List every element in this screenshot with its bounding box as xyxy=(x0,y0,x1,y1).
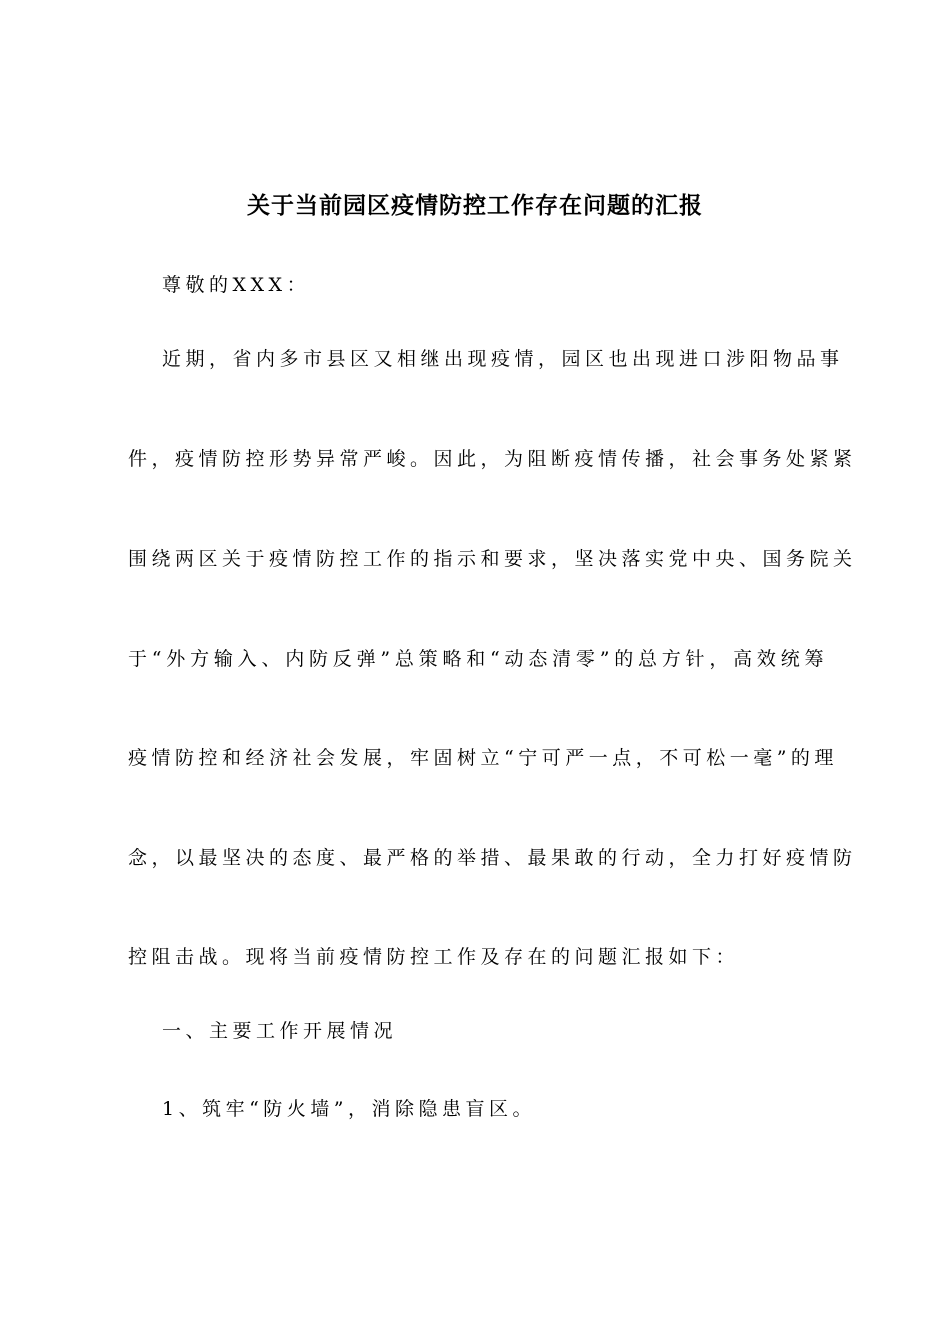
paragraph-line-3: 围绕两区关于疫情防控工作的指示和要求，坚决落实党中央、国务院关 xyxy=(128,548,857,570)
paragraph-line-4: 于“外方输入、内防反弹”总策略和“动态清零”的总方针，高效统筹 xyxy=(128,648,828,670)
salutation: 尊敬的XXX： xyxy=(162,274,311,296)
paragraph-line-1: 近期，省内多市县区又相继出现疫情，园区也出现进口涉阳物品事 xyxy=(162,348,844,370)
document-title: 关于当前园区疫情防控工作存在问题的汇报 xyxy=(247,192,703,219)
subsection-heading: 1、筑牢“防火墙”，消除隐患盲区。 xyxy=(162,1098,537,1120)
paragraph-line-6: 念，以最坚决的态度、最严格的举措、最果敢的行动，全力打好疫情防 xyxy=(128,847,857,869)
section-heading: 一、主要工作开展情况 xyxy=(162,1020,398,1042)
paragraph-line-7: 控阻击战。现将当前疫情防控工作及存在的问题汇报如下： xyxy=(128,946,740,968)
paragraph-line-2: 件，疫情防控形势异常严峻。因此，为阻断疫情传播，社会事务处紧紧 xyxy=(128,448,857,470)
paragraph-line-5: 疫情防控和经济社会发展，牢固树立“宁可严一点，不可松一毫”的理 xyxy=(128,747,838,769)
